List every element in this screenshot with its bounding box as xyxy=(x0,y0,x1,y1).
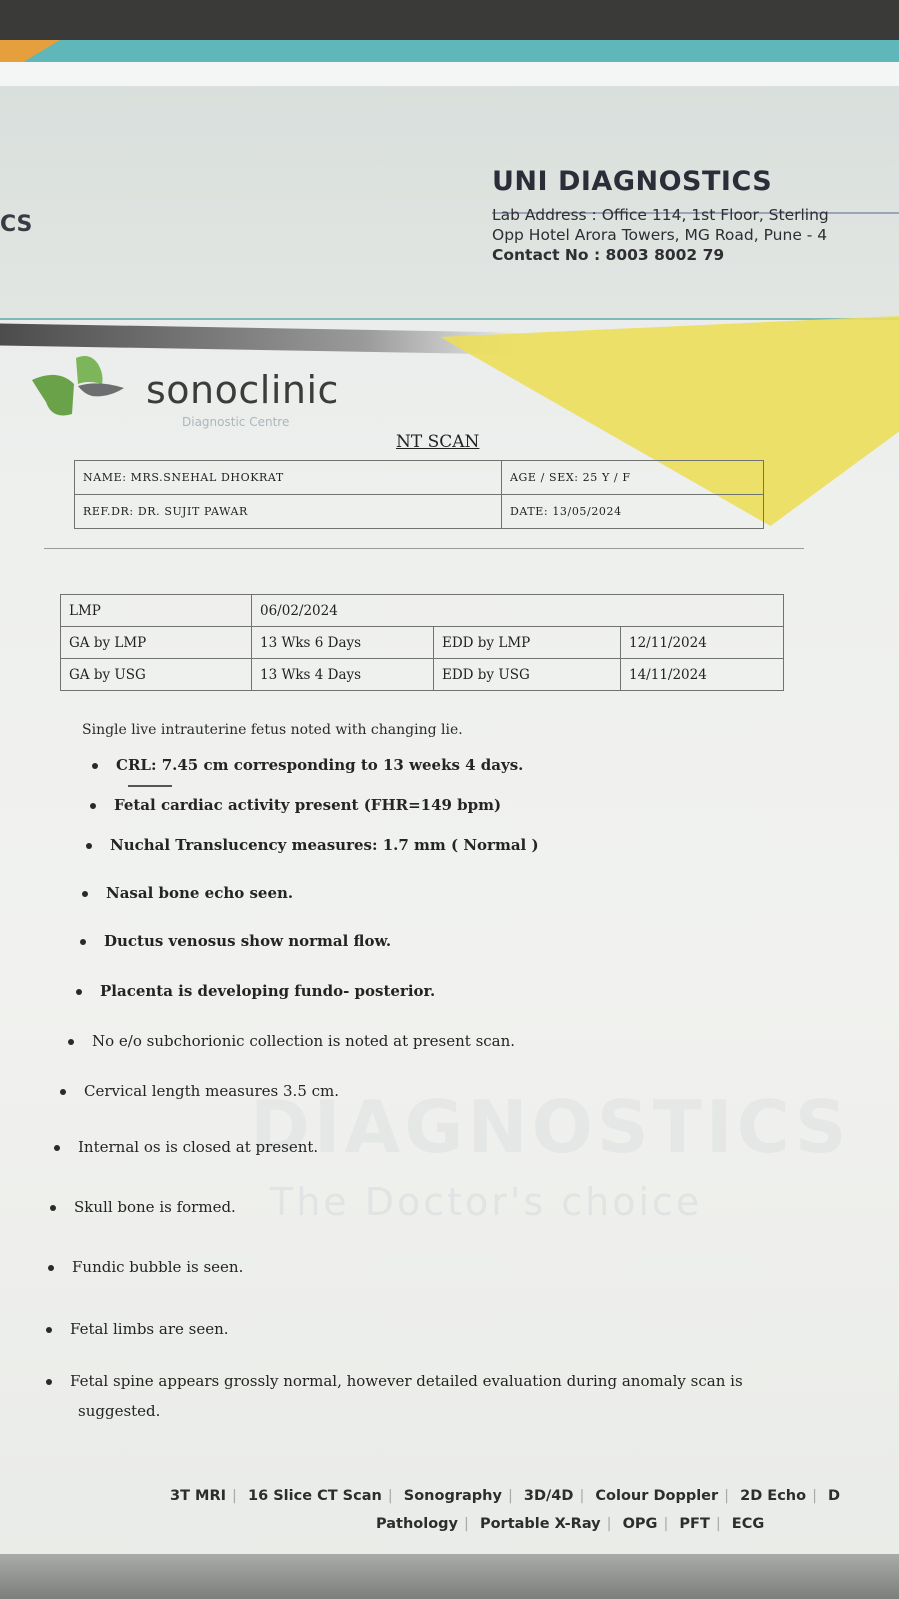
referring-doctor: REF.DR: DR. SUJIT PAWAR xyxy=(75,495,502,529)
ga-usg-label: GA by USG xyxy=(61,659,252,691)
list-item: Fundic bubble is seen. xyxy=(48,1258,243,1276)
table-row xyxy=(61,627,784,659)
edd-usg-value: 14/11/2024 xyxy=(621,659,784,691)
list-item: Nuchal Translucency measures: 1.7 mm ( Normal ) xyxy=(86,836,539,854)
sonoclinic-logo-icon xyxy=(28,350,128,420)
table-row xyxy=(75,461,764,495)
edd-lmp-label: EDD by LMP xyxy=(434,627,621,659)
lab-address-line2: Opp Hotel Arora Towers, MG Road, Pune - 4 xyxy=(492,226,828,244)
patient-age-sex: AGE / SEX: 25 Y / F xyxy=(502,461,764,495)
report-title: NT SCAN xyxy=(396,432,480,452)
section-divider xyxy=(44,548,804,549)
lab-name: UNI DIAGNOSTICS xyxy=(492,166,773,197)
ga-usg-value: 13 Wks 4 Days xyxy=(252,659,434,691)
cropped-logo-fragment: CS xyxy=(0,212,33,237)
top-white-strip xyxy=(0,62,899,86)
list-item: CRL: 7.45 cm corresponding to 13 weeks 4 days. xyxy=(92,756,523,774)
ga-lmp-value: 13 Wks 6 Days xyxy=(252,627,434,659)
lab-contact: Contact No : 8003 8002 79 xyxy=(492,246,725,264)
bottom-footer-band xyxy=(0,1554,899,1599)
table-row xyxy=(61,659,784,691)
list-item: Internal os is closed at present. xyxy=(54,1138,318,1156)
clinic-name: sonoclinic xyxy=(146,368,339,412)
edd-lmp-value: 12/11/2024 xyxy=(621,627,784,659)
watermark-text: DIAGNOSTICS xyxy=(250,1085,851,1169)
table-row xyxy=(61,595,784,627)
list-item: Fetal spine appears grossly normal, however detailed evaluation during anomaly scan is xyxy=(46,1372,743,1390)
list-item: Fetal limbs are seen. xyxy=(46,1320,229,1338)
patient-info-table xyxy=(74,460,764,529)
services-line-1: 3T MRI | 16 Slice CT Scan | Sonography | 3D/4D | Colour Doppler | 2D Echo | D xyxy=(170,1488,841,1504)
lmp-label: LMP xyxy=(61,595,252,627)
letterhead-band xyxy=(0,86,899,318)
lab-address-line1: Lab Address : Office 114, 1st Floor, Sterling xyxy=(492,206,829,224)
list-item: Placenta is developing fundo- posterior. xyxy=(76,982,435,1000)
list-item: Cervical length measures 3.5 cm. xyxy=(60,1082,339,1100)
clinic-subtitle: Diagnostic Centre xyxy=(182,415,290,429)
table-row xyxy=(75,495,764,529)
findings-intro: Single live intrauterine fetus noted with changing lie. xyxy=(82,722,463,738)
list-item-continuation: suggested. xyxy=(78,1402,161,1420)
patient-name: NAME: MRS.SNEHAL DHOKRAT xyxy=(75,461,502,495)
list-item: Ductus venosus show normal flow. xyxy=(80,932,391,950)
gestation-table xyxy=(60,594,784,691)
lmp-value: 06/02/2024 xyxy=(252,595,784,627)
list-item: No e/o subchorionic collection is noted at present scan. xyxy=(68,1032,515,1050)
watermark-tagline: The Doctor's choice xyxy=(270,1180,703,1224)
top-teal-band xyxy=(0,40,899,62)
edd-usg-label: EDD by USG xyxy=(434,659,621,691)
list-item: Nasal bone echo seen. xyxy=(82,884,293,902)
services-line-2: Pathology | Portable X-Ray | OPG | PFT | ECG xyxy=(376,1516,765,1532)
header-divider xyxy=(0,318,899,320)
ga-lmp-label: GA by LMP xyxy=(61,627,252,659)
report-date: DATE: 13/05/2024 xyxy=(502,495,764,529)
handwritten-underline xyxy=(128,785,172,787)
list-item: Fetal cardiac activity present (FHR=149 bpm) xyxy=(90,796,501,814)
report-paper xyxy=(0,40,899,1599)
list-item: Skull bone is formed. xyxy=(50,1198,236,1216)
